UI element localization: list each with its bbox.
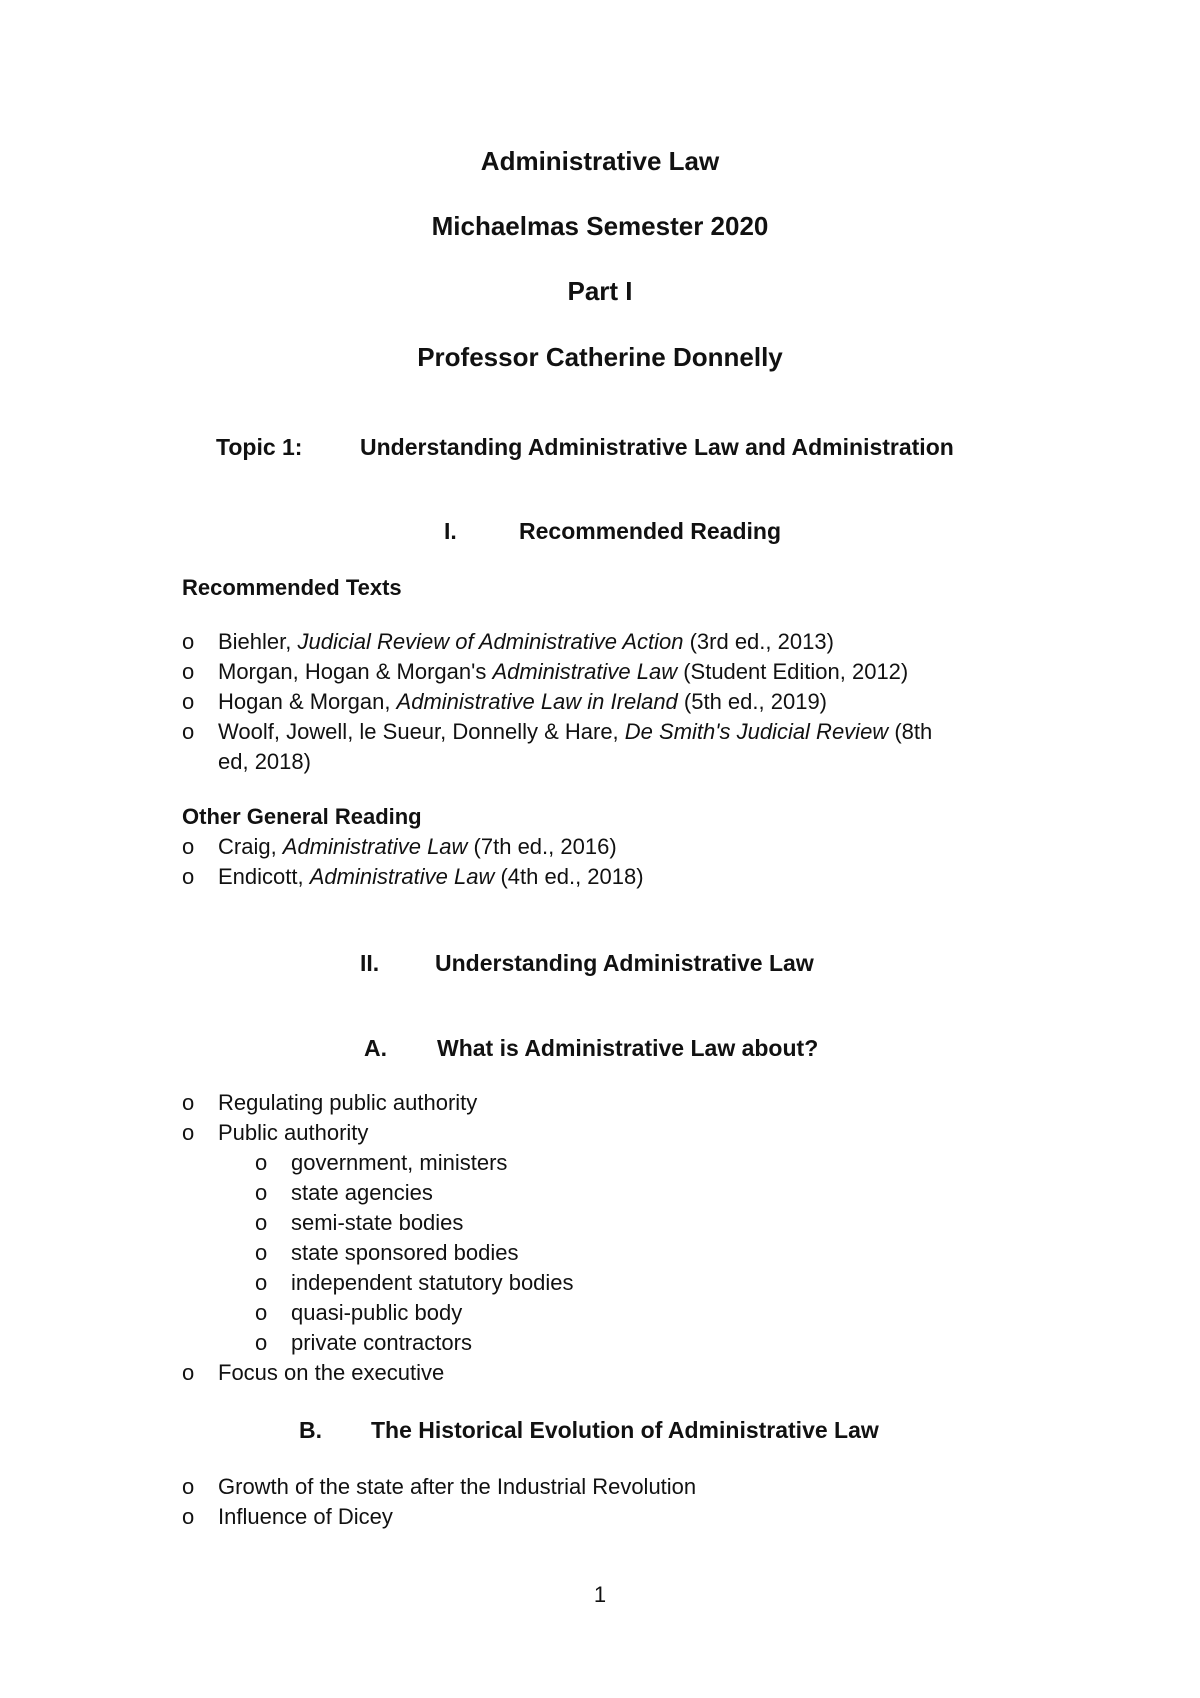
bullet-icon: o: [182, 834, 195, 859]
sub-list-item: o quasi-public body: [255, 1298, 462, 1328]
bullet-icon: o: [182, 1360, 195, 1385]
list-item-continuation: ed, 2018): [218, 749, 311, 774]
list-item: o Hogan & Morgan, Administrative Law in Ireland (5th ed., 2019): [182, 687, 827, 717]
semester: Michaelmas Semester 2020: [431, 211, 769, 241]
professor: Professor Catherine Donnelly: [417, 342, 783, 372]
sub-list-item: o state sponsored bodies: [255, 1238, 519, 1268]
bullet-icon: o: [182, 659, 195, 684]
bullet-icon: o: [255, 1330, 268, 1355]
subsection-letter: B.: [299, 1417, 322, 1443]
bullet-icon: o: [182, 1120, 195, 1145]
bullet-icon: o: [182, 864, 195, 889]
list-item: o Growth of the state after the Industrial Revolution: [182, 1472, 696, 1502]
list-item: o Morgan, Hogan & Morgan's Administrative Law (Student Edition, 2012): [182, 657, 908, 687]
list-item: o Regulating public authority: [182, 1088, 477, 1118]
topic-label: Topic 1:: [216, 434, 303, 460]
sub-list-item: o private contractors: [255, 1328, 472, 1358]
subsection-heading: What is Administrative Law about?: [437, 1035, 819, 1061]
section-heading: Recommended Reading: [519, 518, 781, 544]
list-item: o Endicott, Administrative Law (4th ed., 2018): [182, 862, 644, 892]
sub-list-item: o semi-state bodies: [255, 1208, 463, 1238]
bullet-icon: o: [182, 1474, 195, 1499]
list-item: o Public authority: [182, 1118, 368, 1148]
section-numeral: II.: [360, 950, 380, 976]
list-item: o Woolf, Jowell, le Sueur, Donnelly & Hare, De Smith's Judicial Review (8th: [182, 717, 932, 747]
bullet-icon: o: [255, 1210, 268, 1235]
list-item: o Focus on the executive: [182, 1358, 444, 1388]
section-heading: Understanding Administrative Law: [435, 950, 814, 976]
bullet-icon: o: [182, 629, 195, 654]
bullet-icon: o: [255, 1150, 268, 1175]
topic-title: Understanding Administrative Law and Administration: [360, 434, 954, 460]
bullet-icon: o: [182, 1504, 195, 1529]
page-number: 1: [593, 1582, 607, 1607]
document-title: Administrative Law: [480, 146, 720, 176]
subsection-heading: The Historical Evolution of Administrative Law: [371, 1417, 879, 1443]
bullet-icon: o: [255, 1270, 268, 1295]
bullet-icon: o: [255, 1180, 268, 1205]
recommended-texts-heading: Recommended Texts: [182, 575, 402, 600]
sub-list-item: o state agencies: [255, 1178, 433, 1208]
section-numeral: I.: [444, 518, 457, 544]
bullet-icon: o: [182, 689, 195, 714]
list-item: o Biehler, Judicial Review of Administrative Action (3rd ed., 2013): [182, 627, 834, 657]
part: Part I: [567, 276, 633, 306]
list-item: o Craig, Administrative Law (7th ed., 2016): [182, 832, 617, 862]
bullet-icon: o: [182, 719, 195, 744]
other-reading-heading: Other General Reading: [182, 804, 422, 829]
bullet-icon: o: [255, 1300, 268, 1325]
sub-list-item: o government, ministers: [255, 1148, 507, 1178]
bullet-icon: o: [255, 1240, 268, 1265]
subsection-letter: A.: [364, 1035, 387, 1061]
list-item: o Influence of Dicey: [182, 1502, 393, 1532]
bullet-icon: o: [182, 1090, 195, 1115]
sub-list-item: o independent statutory bodies: [255, 1268, 574, 1298]
